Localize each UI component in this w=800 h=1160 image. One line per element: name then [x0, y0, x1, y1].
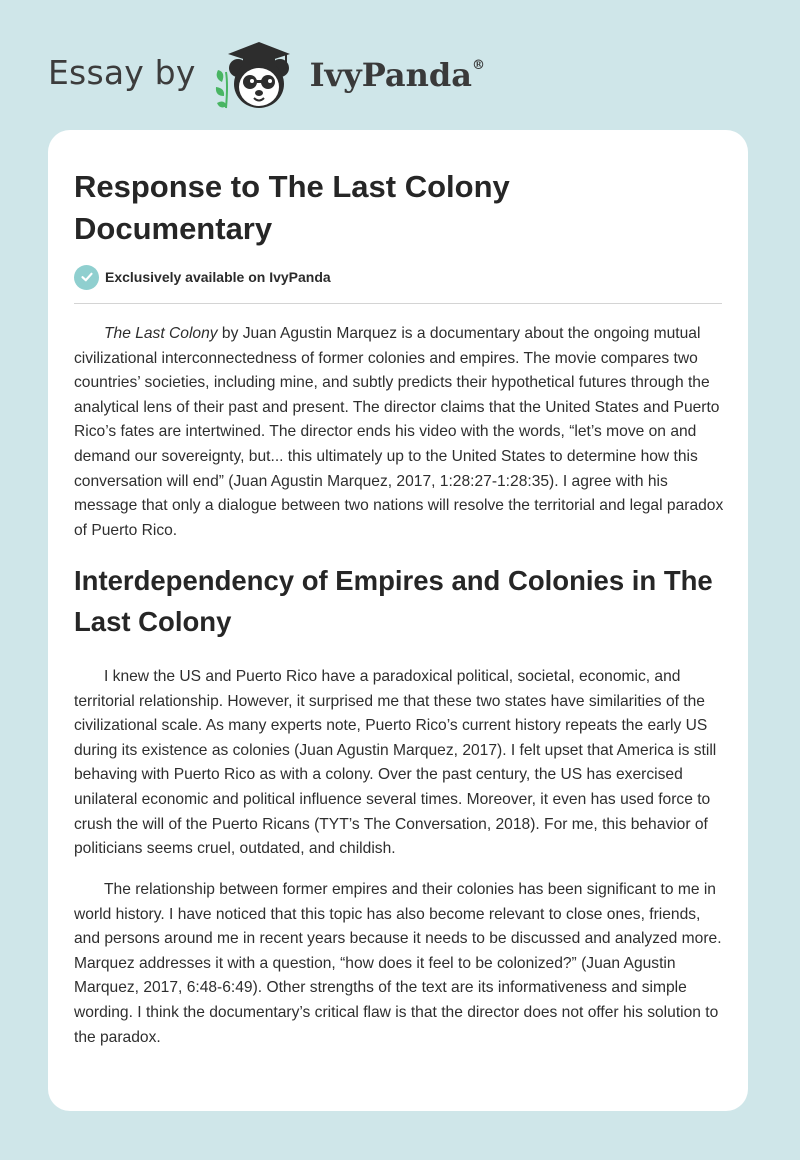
- intro-paragraph: [74, 322, 726, 543]
- site-header: [48, 34, 485, 114]
- film-title-italic: The Last Colony: [104, 325, 218, 342]
- ivypanda-logo-icon[interactable]: [210, 36, 306, 112]
- badge-label: Exclusively available on IvyPanda: [105, 269, 331, 285]
- brand-name[interactable]: IvyPanda®: [309, 56, 486, 94]
- essay-by-label: Essay by: [48, 52, 196, 92]
- exclusive-badge: [74, 264, 331, 290]
- intro-text: by Juan Agustin Marquez is a documentary about the ongoing mutual civilizational interconnectedness of former colonies and empires. The movie compares two countries’ societies, including mine, and subtly predicts their hypothetical futures through the analytical lens of their past and present. The director claims that the United States and Puerto Rico’s fates are intertwined. The director ends his video with the words, “let’s move on and demand our sovereignty, but... this ultimately up to the United States to determine how this conversation will end” (Juan Agustin Marquez, 2017, 1:28:27-1:28:35). I agree with his message that only a dialogue between two nations will resolve the territorial and legal paradox of Puerto Rico.: [74, 325, 724, 539]
- check-icon: [74, 265, 99, 290]
- essay-card: [48, 130, 748, 1111]
- registered-mark: ®: [472, 58, 486, 73]
- section-heading: Interdependency of Empires and Colonies in The Last Colony: [74, 565, 713, 637]
- divider: [74, 303, 722, 304]
- page-title: Response to The Last Colony Documentary: [74, 169, 510, 246]
- paragraph-2-text: I knew the US and Puerto Rico have a paradoxical political, societal, economic, and territorial relationship. However, it surprised me that these two states have similarities of the civilizational scale. As many experts note, Puerto Rico’s current history repeats the early US during its existence as colonies (Juan Agustin Marquez, 2017). I felt upset that America is still behaving with Puerto Rico as with a colony. Over the past century, the US has exercised unilateral economic and political influence several times. Moreover, it even has used force to crush the will of the Puerto Ricans (TYT’s The Conversation, 2018). For me, this behavior of politicians seems cruel, outdated, and childish.: [74, 668, 717, 858]
- body-paragraph-3: [74, 878, 726, 1050]
- paragraph-3-text: The relationship between former empires and their colonies has been significant to me in world history. I have noticed that this topic has also become relevant to close ones, friends, and persons around me in recent years because it needs to be discussed and analyzed more. Marquez addresses it with a question, “how does it feel to be colonized?” (Juan Agustin Marquez, 2017, 6:48-6:49). Other strengths of the text are its informativeness and simple wording. I think the documentary’s critical flaw is that the director does not offer his solution to the paradox.: [74, 881, 722, 1046]
- body-paragraph-2: [74, 665, 726, 862]
